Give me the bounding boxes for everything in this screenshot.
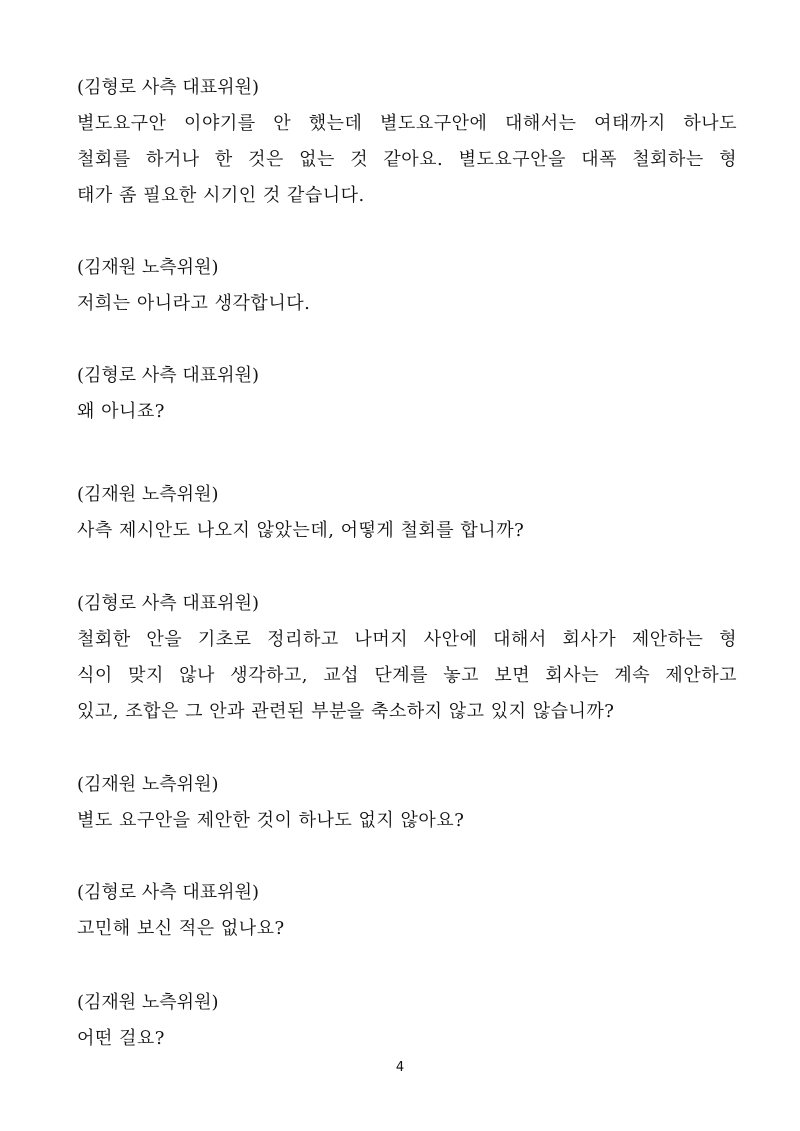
speaker-label: (김재원 노측위원) — [77, 774, 219, 795]
utterance-line: 있고, 조합은 그 안과 관련된 부분을 축소하지 않고 있지 않습니까? — [77, 701, 615, 722]
speaker-label: (김재원 노측위원) — [77, 992, 219, 1013]
utterance-line: 식이 맞지 않나 생각하고, 교섭 단계를 놓고 보면 회사는 계속 제안하고 — [77, 665, 737, 686]
transcript-turn — [77, 767, 737, 839]
transcript-turn — [77, 250, 737, 322]
transcript-turn — [77, 586, 737, 730]
speaker-label: (김형로 사측 대표위원) — [77, 365, 259, 386]
speaker-label: (김형로 사측 대표위원) — [77, 882, 259, 903]
utterance-line: 철회한 안을 기초로 정리하고 나머지 사안에 대해서 회사가 제안하는 형 — [77, 629, 737, 650]
transcript-turn — [77, 358, 737, 430]
transcript-turn — [77, 477, 737, 549]
utterance-line: 철회를 하거나 한 것은 없는 것 같아요. 별도요구안을 대폭 철회하는 형 — [77, 149, 737, 170]
speaker-label: (김재원 노측위원) — [77, 484, 219, 505]
utterance-line: 고민해 보신 적은 없나요? — [77, 918, 285, 939]
page-number: 4 — [395, 1060, 405, 1075]
speaker-label: (김재원 노측위원) — [77, 257, 219, 278]
utterance-line: 사측 제시안도 나오지 않았는데, 어떻게 철회를 합니까? — [77, 520, 525, 541]
utterance-line: 별도 요구안을 제안한 것이 하나도 없지 않아요? — [77, 810, 465, 831]
utterance-line: 태가 좀 필요한 시기인 것 같습니다. — [77, 185, 365, 206]
speaker-label: (김형로 사측 대표위원) — [77, 77, 259, 98]
speaker-label: (김형로 사측 대표위원) — [77, 593, 259, 614]
utterance-line: 별도요구안 이야기를 안 했는데 별도요구안에 대해서는 여태까지 하나도 — [77, 113, 737, 134]
utterance-line: 어떤 걸요? — [77, 1028, 165, 1049]
transcript-turn — [77, 875, 737, 947]
utterance-line: 왜 아니죠? — [77, 401, 165, 422]
transcript-turn — [77, 70, 737, 214]
utterance-line: 저희는 아니라고 생각합니다. — [77, 293, 311, 314]
transcript-turn — [77, 985, 737, 1057]
